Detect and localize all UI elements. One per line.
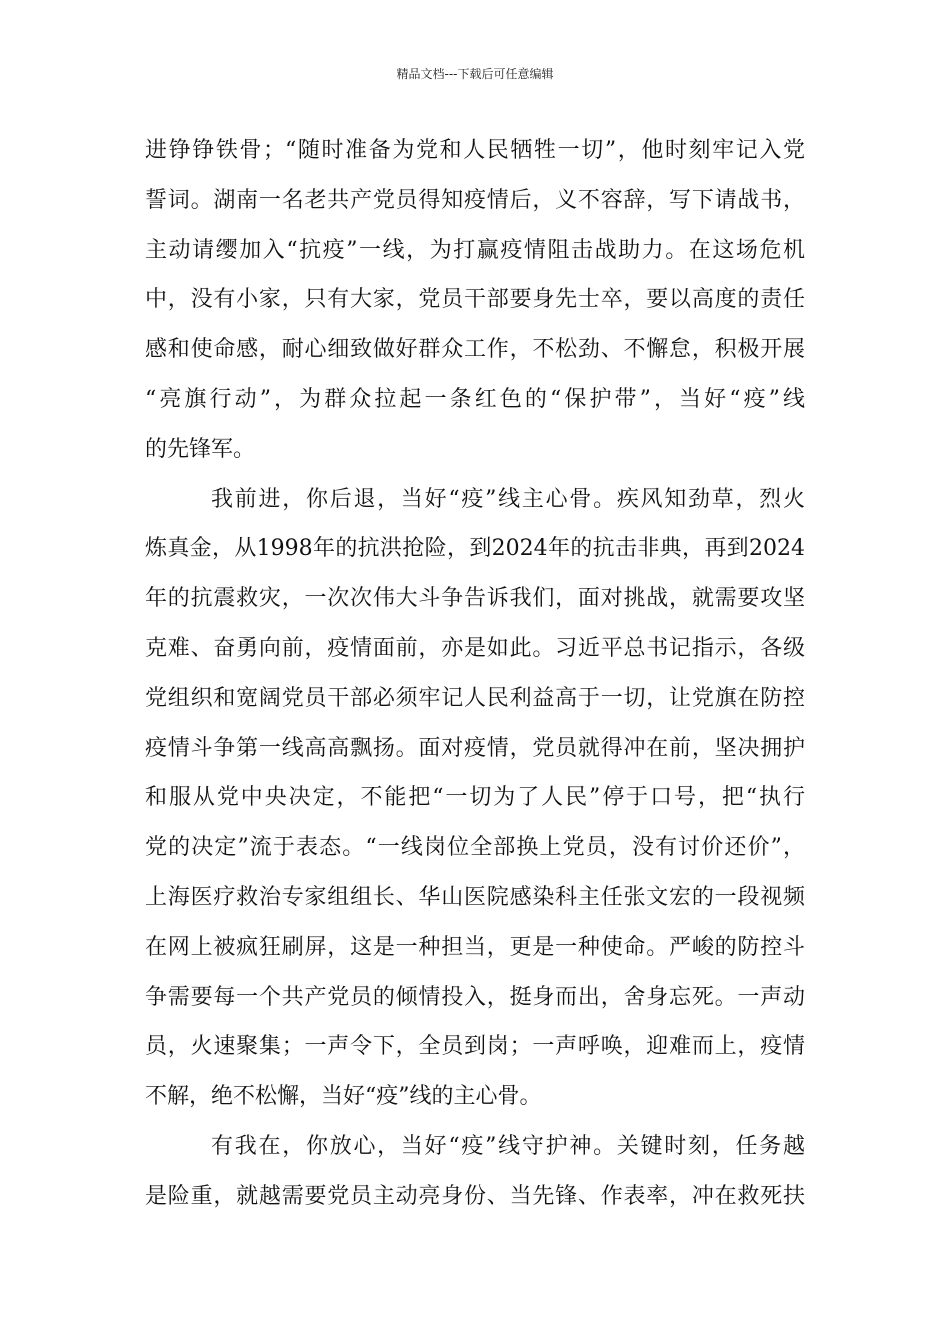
text-line: 是险重，就越需要党员主动亮身份、当先锋、作表率，冲在救死扶 (145, 1183, 805, 1209)
text-line: 进铮铮铁骨；“随时准备为党和人民牺牲一切”，他时刻牢记入党 (145, 138, 805, 163)
text-line: 主动请缨加入“抗疫”一线，为打赢疫情阻击战助力。在这场危机 (145, 237, 805, 263)
text-line: 疫情斗争第一线高高飘扬。面对疫情，党员就得冲在前，坚决拥护 (145, 735, 805, 761)
text-line: 在网上被疯狂刷屏，这是一种担当，更是一种使命。严峻的防控斗 (145, 934, 805, 960)
text-line: 党的决定”流于表态。“一线岗位全部换上党员，没有讨价还价”， (145, 835, 805, 861)
text-line: 中，没有小家，只有大家，党员干部要身先士卒，要以高度的责任 (145, 287, 805, 313)
text-line: 誓词。湖南一名老共产党员得知疫情后，义不容辞，写下请战书， (145, 187, 805, 213)
paragraph (145, 478, 805, 1125)
text-line: 感和使命感，耐心细致做好群众工作，不松劲、不懈怠，积极开展 (145, 337, 805, 363)
text-line: 我前进，你后退，当好“疫”线主心骨。疾风知劲草，烈火 (211, 486, 805, 512)
text-line: 不解，绝不松懈，当好“疫”线的主心骨。 (145, 1084, 542, 1110)
text-line: 党组织和宽阔党员干部必须牢记人民利益高于一切，让党旗在防控 (145, 685, 805, 711)
paragraph (145, 129, 805, 478)
page-header: 精品文档---下载后可任意编辑 (396, 67, 554, 81)
text-line: 员，火速聚集；一声令下，全员到岗；一声呼唤，迎难而上，疫情 (145, 1034, 805, 1060)
text-line: 上海医疗救治专家组组长、华山医院感染科主任张文宏的一段视频 (145, 884, 805, 910)
document-body (145, 129, 805, 1225)
paragraph (145, 1125, 805, 1225)
text-line: 和服从党中央决定，不能把“一切为了人民”停于口号，把“执行 (145, 785, 805, 811)
text-line: 有我在，你放心，当好“疫”线守护神。关键时刻，任务越 (211, 1133, 805, 1159)
text-line: 炼真金，从1998年的抗洪抢险，到2024年的抗击非典，再到2024 (145, 536, 805, 562)
text-line: 克难、奋勇向前，疫情面前，亦是如此。习近平总书记指示，各级 (145, 635, 805, 661)
text-line: 的先锋军。 (145, 436, 256, 462)
text-line: 争需要每一个共产党员的倾情投入，挺身而出，舍身忘死。一声动 (145, 984, 805, 1010)
text-line: 年的抗震救灾，一次次伟大斗争告诉我们，面对挑战，就需要攻坚 (145, 586, 805, 612)
text-line: “亮旗行动”，为群众拉起一条红色的“保护带”，当好“疫”线 (145, 386, 805, 412)
